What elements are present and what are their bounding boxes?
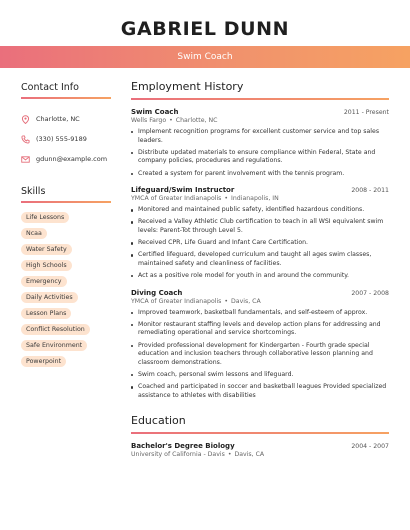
job-entry — [131, 108, 389, 178]
job-dates: 2007 - 2008 — [351, 289, 389, 297]
contact-phone-text: (330) 555-9189 — [36, 135, 87, 143]
right-column — [131, 80, 389, 458]
job-employer — [131, 298, 389, 305]
skill-chip: Life Lessons — [21, 212, 69, 223]
job-bullet: Coached and participated in soccer and basketball leagues Provided specialized assistance to athletes with disabilities — [131, 383, 389, 400]
employment-divider — [131, 98, 389, 100]
education-school-line — [131, 451, 389, 458]
skill-chip: Safe Environment — [21, 340, 87, 351]
job-bullet: Created a system for parent involvement with the tennis program. — [131, 170, 389, 179]
job-bullet: Monitor restaurant staffing levels and develop action plans for addressing and remediating operational and service shortcomings. — [131, 321, 389, 338]
job-title: Swim Coach — [131, 108, 179, 116]
skills-heading: Skills — [21, 186, 46, 197]
contact-list — [21, 109, 111, 169]
resume-name: GABRIEL DUNN — [120, 18, 290, 40]
contact-location-text: Charlotte, NC — [36, 115, 80, 123]
skill-chip: Water Safety — [21, 244, 72, 255]
contact-divider — [21, 97, 111, 99]
education-degree: Bachelor's Degree Biology — [131, 442, 235, 451]
job-company: Wells Fargo — [131, 117, 167, 124]
location-pin-icon — [21, 115, 30, 124]
left-column — [21, 82, 111, 372]
job-bullet: Monitored and maintained public safety, identified hazardous conditions. — [131, 206, 389, 215]
job-bullet: Swim coach, personal swim lessons and lifeguard. — [131, 371, 389, 380]
skill-chip: Lesson Plans — [21, 308, 71, 319]
phone-icon — [21, 135, 30, 144]
job-employer — [131, 195, 389, 202]
job-bullet: Improved teamwork, basketball fundamentals, and self-esteem of approx. — [131, 309, 389, 318]
job-bullet: Act as a positive role model for youth in and around the community. — [131, 272, 389, 281]
education-dates: 2004 - 2007 — [351, 443, 389, 451]
job-location: Davis, CA — [231, 297, 261, 305]
job-bullet: Certified lifeguard, developed curriculum and taught all ages swim classes, maintained safety and cleanliness of facilities. — [131, 251, 389, 268]
job-dates: 2008 - 2011 — [351, 187, 389, 195]
education-section — [131, 414, 389, 458]
contact-email — [21, 149, 111, 169]
job-bullet: Received CPR, Life Guard and Infant Care Certification. — [131, 239, 389, 248]
employment-section — [131, 80, 389, 400]
skill-chip: Daily Activities — [21, 292, 78, 303]
job-bullets — [131, 309, 389, 401]
job-bullets — [131, 206, 389, 281]
contact-phone — [21, 129, 111, 149]
role-banner: Swim Coach — [0, 46, 410, 68]
skill-chip: Conflict Resolution — [21, 324, 90, 335]
job-company: YMCA of Greater Indianapolis — [131, 297, 222, 305]
job-bullets — [131, 128, 389, 178]
skills-divider — [21, 201, 111, 203]
job-entry — [131, 186, 389, 281]
job-entry — [131, 289, 389, 401]
skills-section — [21, 186, 111, 367]
job-company: YMCA of Greater Indianapolis — [131, 195, 222, 203]
job-bullet: Provided professional development for Kindergarten - Fourth grade special education and inclusion teachers through collaborative lesson planning and classroom demonstrations. — [131, 342, 389, 368]
job-bullet: Implement recognition programs for excellent customer service and top sales leaders. — [131, 128, 389, 145]
contact-section — [21, 82, 111, 169]
job-dates: 2011 - Present — [343, 109, 389, 116]
contact-email-text: gdunn@example.com — [36, 155, 108, 163]
job-employer — [131, 117, 389, 124]
job-bullet: Received a Valley Athletic Club certification to teach in all WSI equivalent swim levels: Parent-Tot through Level 5. — [131, 218, 389, 235]
skill-chip: Ncaa — [21, 228, 47, 239]
separator-dot: • — [169, 117, 173, 124]
job-title: Diving Coach — [131, 288, 183, 297]
email-icon — [21, 155, 30, 164]
education-location: Davis, CA — [234, 451, 265, 459]
skills-list — [21, 212, 111, 367]
job-location: Charlotte, NC — [175, 117, 218, 124]
separator-dot: • — [224, 195, 229, 203]
job-bullet: Distribute updated materials to ensure compliance within Federal, State and company policies, procedures and regulations. — [131, 149, 389, 166]
skill-chip: Emergency — [21, 276, 67, 287]
education-entry — [131, 442, 389, 458]
employment-heading: Employment History — [131, 80, 244, 93]
education-school: University of California - Davis — [131, 451, 225, 459]
skill-chip: Powerpoint — [21, 356, 66, 367]
contact-location — [21, 109, 111, 129]
skill-chip: High Schools — [21, 260, 72, 271]
job-title: Lifeguard/Swim Instructor — [131, 186, 235, 195]
separator-dot: • — [227, 451, 232, 459]
education-heading: Education — [131, 414, 186, 428]
job-location: Indianapolis, IN — [231, 195, 279, 203]
separator-dot: • — [224, 297, 229, 305]
contact-heading: Contact Info — [21, 82, 79, 93]
education-divider — [131, 432, 389, 434]
